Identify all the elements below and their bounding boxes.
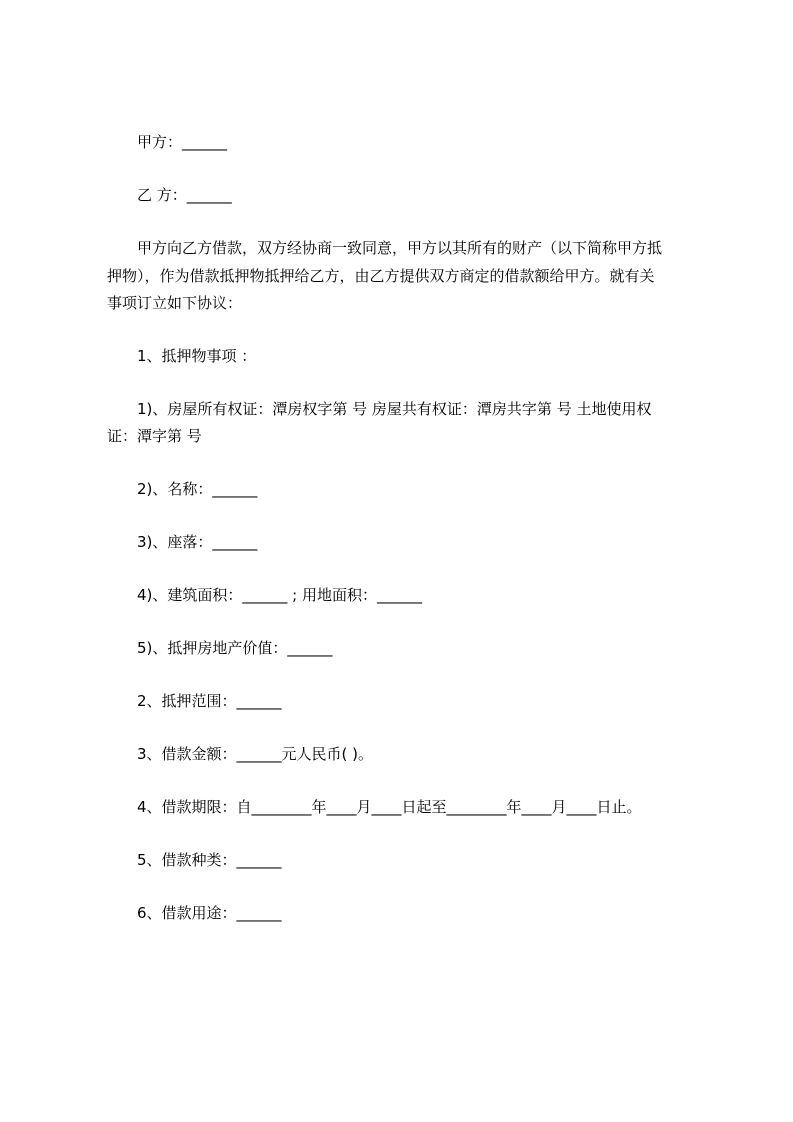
clause-1-4-area: 4)、建筑面积：______ ; 用地面积：______	[137, 586, 422, 604]
intro-line-3: 事项订立如下协议：	[107, 294, 243, 312]
clause-1-1-line-2: 证：潭字第 号	[107, 427, 202, 445]
intro-line-1: 甲方向乙方借款，双方经协商一致同意，甲方以其所有的财产（以下简称甲方抵	[137, 239, 663, 257]
party-b-line: 乙 方：______	[137, 186, 232, 204]
clause-6-purpose: 6、借款用途：______	[137, 904, 282, 922]
clause-1-2-name: 2)、名称：______	[137, 480, 258, 498]
clause-1-1-line-1: 1)、房屋所有权证：潭房权字第 号 房屋共有权证：潭房共字第 号 土地使用权	[137, 400, 652, 418]
clause-1-5-value: 5)、抵押房地产价值：______	[137, 639, 333, 657]
clause-4-term: 4、借款期限：自________年____月____日起至________年____月____日止。	[137, 798, 642, 816]
clause-2-scope: 2、抵押范围：______	[137, 692, 282, 710]
clause-5-type: 5、借款种类：______	[137, 851, 282, 869]
party-a-line: 甲方：______	[137, 133, 228, 151]
clause-3-amount: 3、借款金额：______元人民币( )。	[137, 745, 374, 763]
intro-line-2: 押物），作为借款抵押物抵押给乙方，由乙方提供双方商定的借款额给甲方。就有关	[107, 267, 655, 285]
clause-1-title: 1、抵押物事项 ：	[137, 347, 257, 365]
clause-1-3-location: 3)、座落：______	[137, 533, 258, 551]
